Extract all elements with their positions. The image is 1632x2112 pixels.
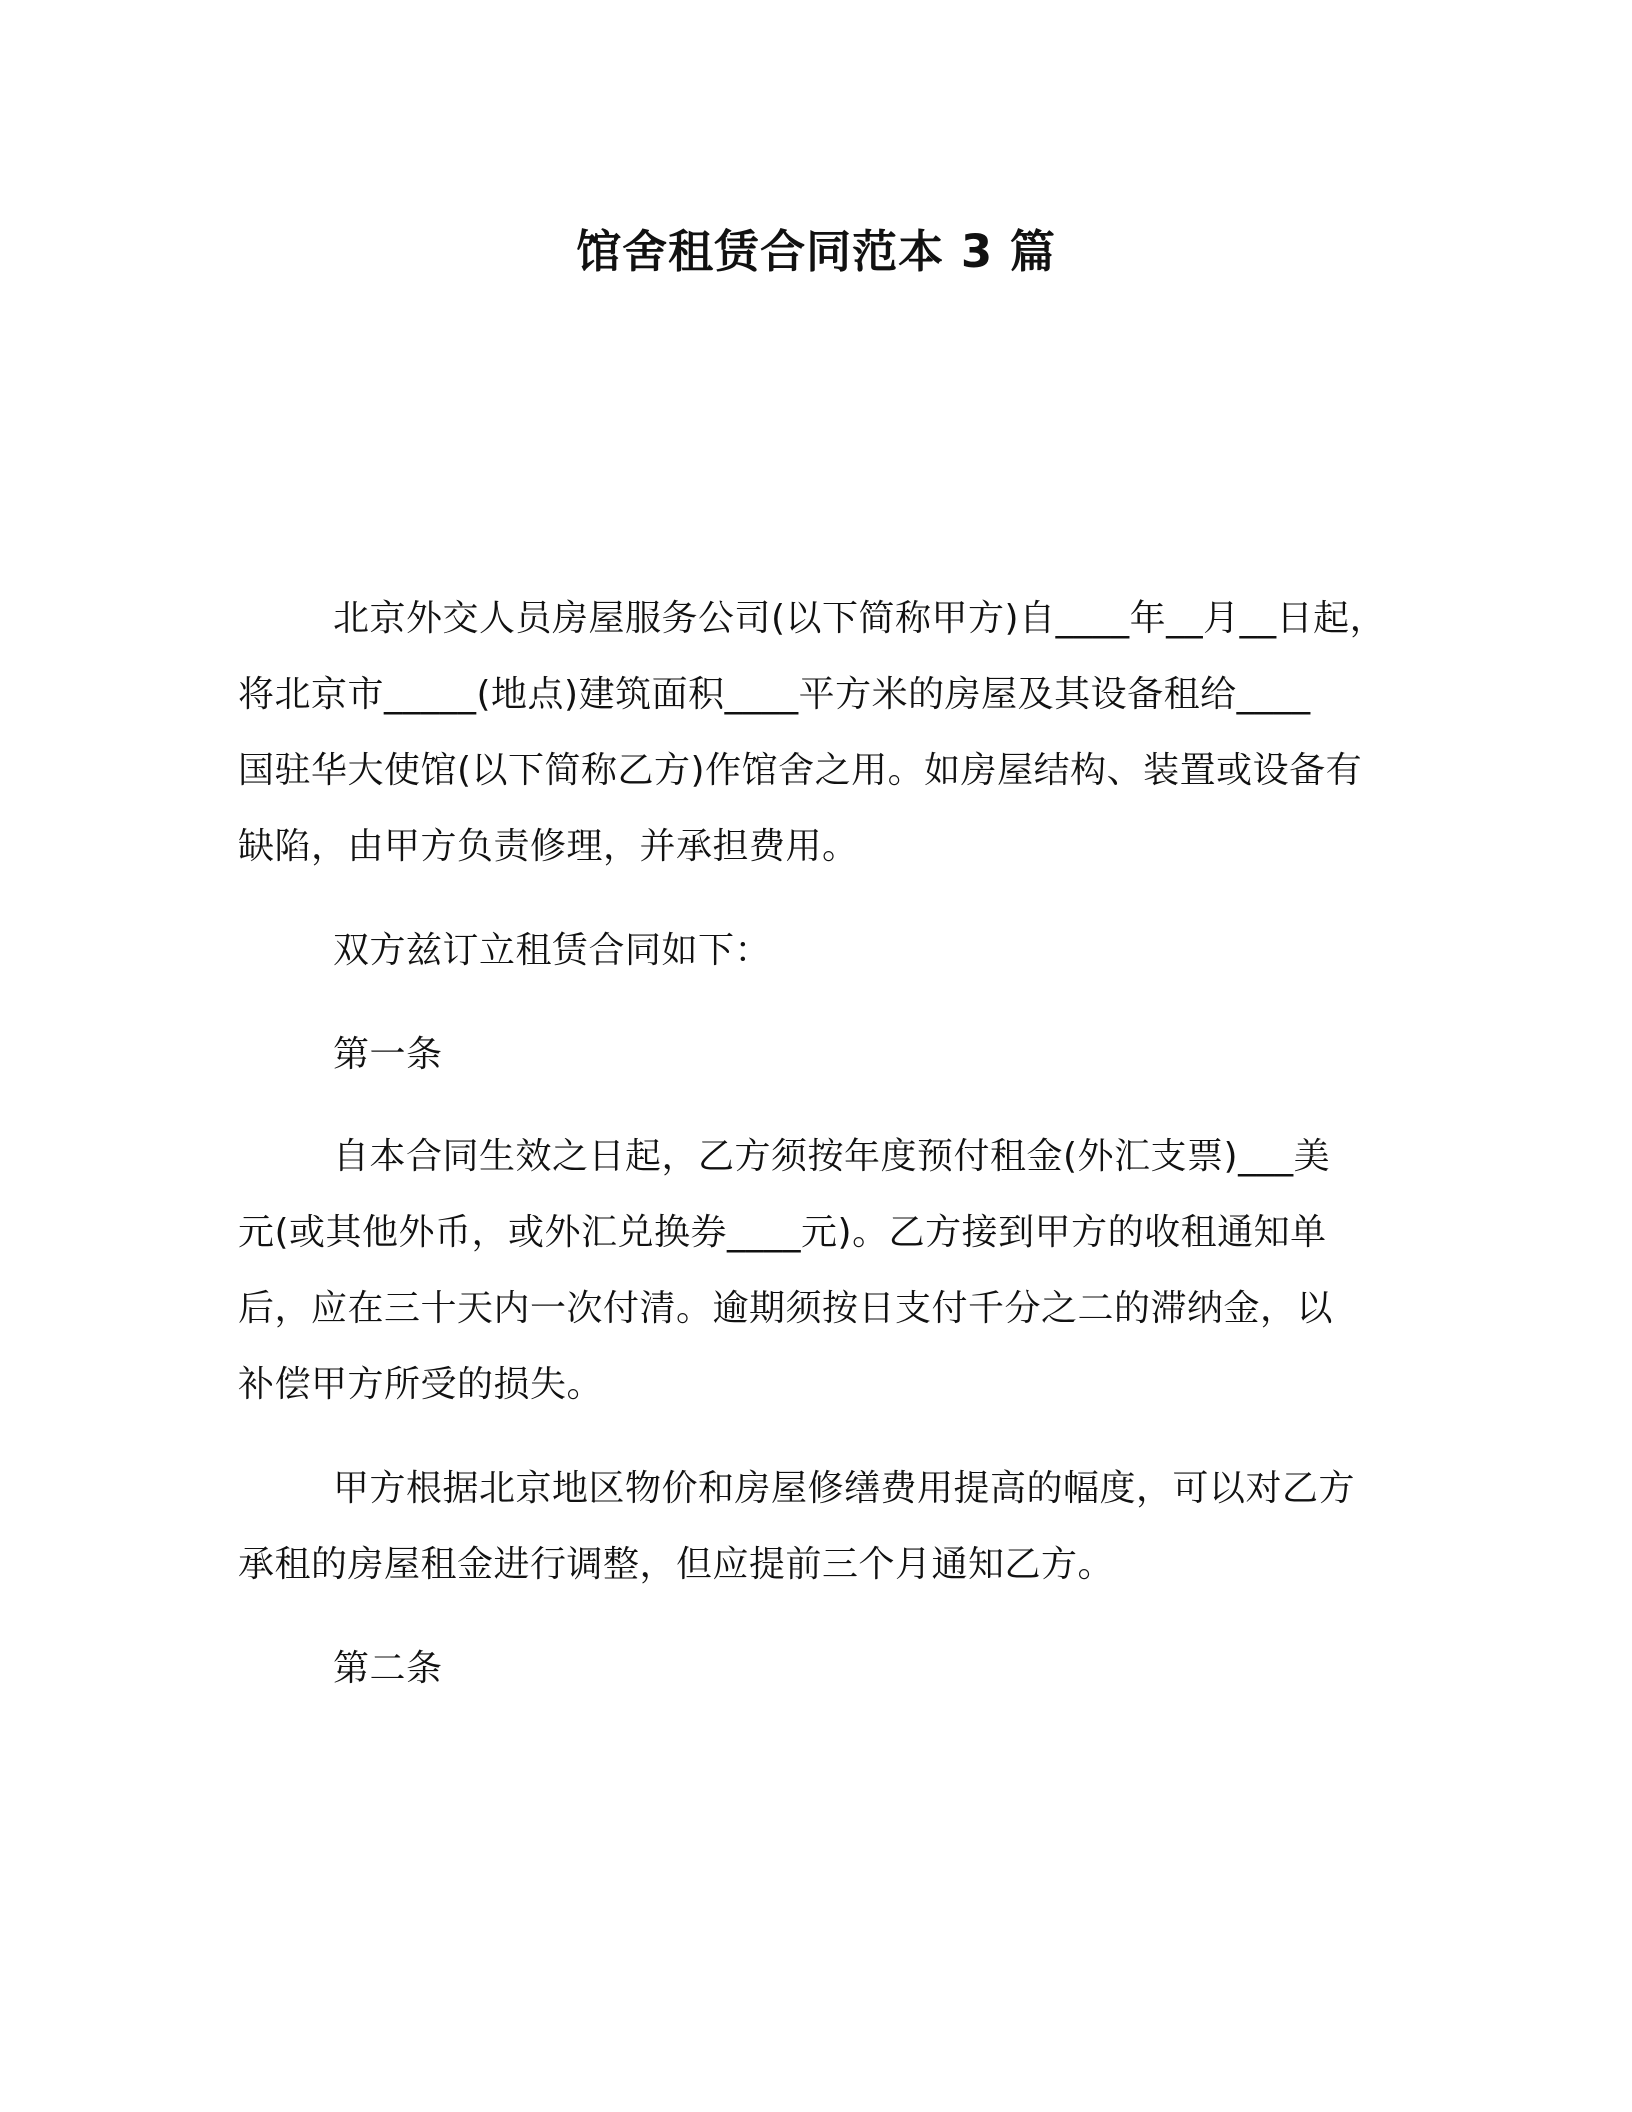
article-heading: 第二条 — [333, 1648, 443, 1689]
paragraph-line: 北京外交人员房屋服务公司(以下简称甲方)自____年__月__日起， — [333, 598, 1387, 639]
paragraph-line: 后，应在三十天内一次付清。逾期须按日支付千分之二的滞纳金，以 — [238, 1288, 1334, 1329]
document-title: 馆舍租赁合同范本 3 篇 — [576, 225, 1056, 278]
paragraph-line: 将北京市_____(地点)建筑面积____平方米的房屋及其设备租给____ — [238, 674, 1311, 715]
paragraph-line: 国驻华大使馆(以下简称乙方)作馆舍之用。如房屋结构、装置或设备有 — [238, 750, 1363, 791]
paragraph-line: 元(或其他外币，或外汇兑换券____元)。乙方接到甲方的收租通知单 — [238, 1212, 1327, 1253]
article-heading: 第一条 — [333, 1034, 443, 1075]
paragraph-line: 缺陷，由甲方负责修理，并承担费用。 — [238, 826, 859, 867]
paragraph-line: 承租的房屋租金进行调整，但应提前三个月通知乙方。 — [238, 1544, 1115, 1585]
paragraph-line: 双方兹订立租赁合同如下： — [333, 930, 772, 971]
paragraph-line: 自本合同生效之日起，乙方须按年度预付租金(外汇支票)___美 — [333, 1136, 1331, 1177]
paragraph-line: 甲方根据北京地区物价和房屋修缮费用提高的幅度，可以对乙方 — [333, 1468, 1356, 1509]
paragraph-line: 补偿甲方所受的损失。 — [238, 1364, 604, 1405]
